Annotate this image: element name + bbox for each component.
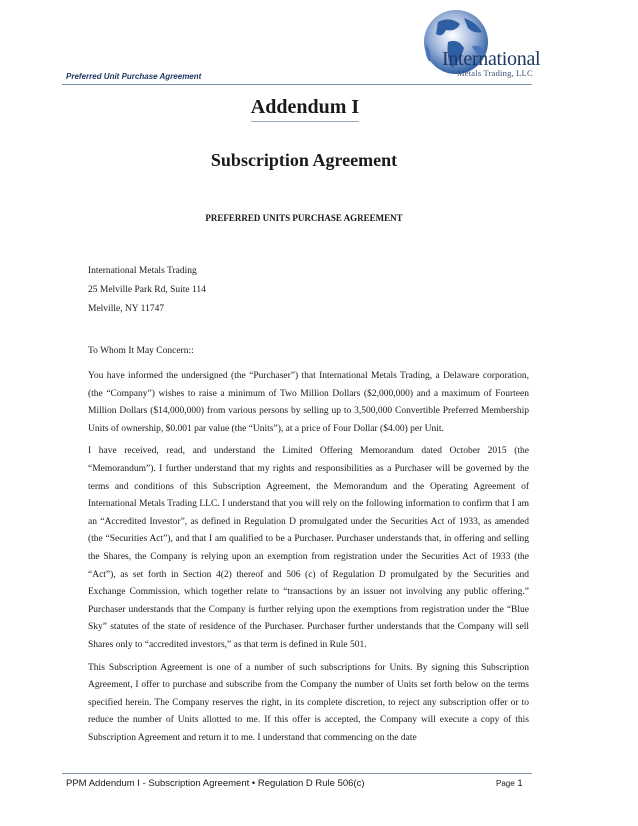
page-number-value: 1 (517, 778, 523, 789)
logo-subtext: Metals Trading, LLC (457, 68, 533, 78)
address-line: 25 Melville Park Rd, Suite 114 (88, 285, 206, 295)
footer-text: PPM Addendum I - Subscription Agreement • Regulation D Rule 506(c) (66, 778, 365, 789)
addendum-title-text: Addendum I (251, 96, 359, 122)
section-title: PREFERRED UNITS PURCHASE AGREEMENT (205, 213, 403, 223)
address-block (88, 262, 206, 319)
salutation: To Whom It May Concern:: (88, 346, 194, 356)
document-subtitle: Subscription Agreement (210, 150, 398, 170)
page-label: Page (496, 779, 515, 788)
address-line: Melville, NY 11747 (88, 304, 165, 314)
page-number (496, 778, 523, 789)
addendum-title (0, 96, 610, 119)
body-paragraph: You have informed the undersigned (the “Purchaser”) that International Metals Trading, a Delaware corporation, (the “Company”) wishes to raise a minimum of Two Million Dollars ($2,000,000) and a maximum of Fourteen Million Dollars ($14,000,000) from various persons by selling up to 3,500,000 Convertible Preferred Membership Units of ownership, $0.001 par value (the “Units”), at a price of Four Dollar ($4.00) per Unit. (88, 371, 529, 434)
footer-divider (62, 773, 532, 774)
running-header: Preferred Unit Purchase Agreement (66, 72, 202, 81)
address-line: International Metals Trading (88, 266, 197, 276)
logo-wordmark: International (442, 48, 541, 70)
body-text (88, 368, 529, 752)
body-paragraph: This Subscription Agreement is one of a number of such subscriptions for Units. By signing this Subscription Agreement, I offer to purchase and subscribe from the Company the number of Units set forth below on the terms specified herein. The Company reserves the right, in its complete discretion, to reject any subscription offer or to reduce the number of Units allotted to me. If this offer is accepted, the Company will execute a copy of this Subscription Agreement and return it to me. I understand that commencing on the date (88, 662, 529, 743)
header-divider (62, 84, 532, 85)
body-paragraph: I have received, read, and understand the Limited Offering Memorandum dated October 2015 (the “Memorandum”). I further understand that my rights and responsibilities as a Purchaser will be governed by the terms and conditions of this Subscription Agreement, the Memorandum and the Operating Agreement of International Metals Trading LLC. I understand that you will rely on the following information to confirm that I am an “Accredited Investor”, as defined in Regulation D promulgated under the Securities Act of 1933, as amended (the “Securities Act”), and that I am qualified to be a Purchaser. Purchaser understands that, in offering and selling the Shares, the Company is relying upon an exemption from registration under the Securities Act of 1933 (the “Act”), as set forth in Section 4(2) thereof and 506 (c) of Regulation D promulgated by the Securities and Exchange Commission, which together relate to “transactions by an issuer not involving any public offering.” Purchaser understands that the Company is further relying upon the exemptions from registration under the “Blue Sky” statutes of the state of residence of the Purchaser. Purchaser further understands that the Company will sell Shares only to “accredited investors,” as that term is defined in Rule 501. (88, 446, 529, 650)
